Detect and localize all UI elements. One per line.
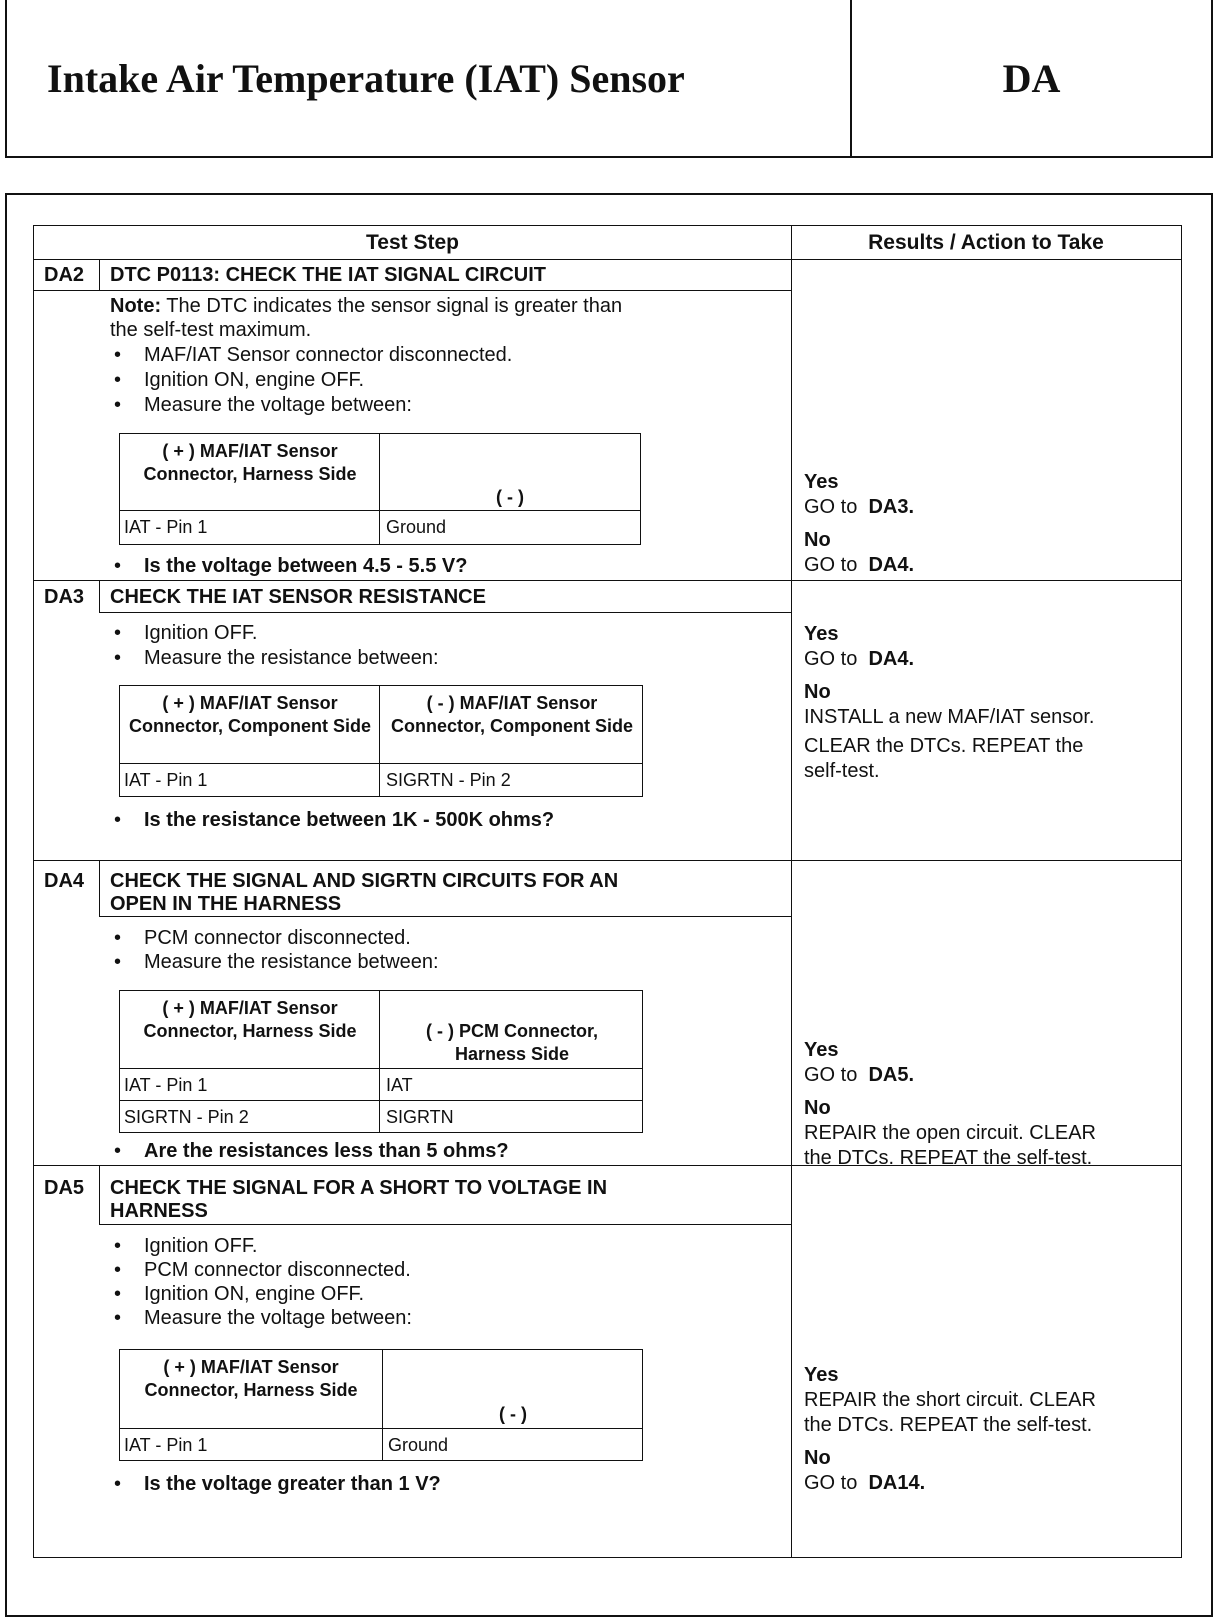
instruction-item: Ignition ON, engine OFF. <box>144 369 365 391</box>
result-text: REPAIR the open circuit. CLEAR <box>804 1122 1096 1144</box>
step-title-da5-line2: HARNESS <box>110 1200 208 1222</box>
step-title-da5-line1: CHECK THE SIGNAL FOR A SHORT TO VOLTAGE IN <box>110 1177 608 1199</box>
instruction-item: MAF/IAT Sensor connector disconnected. <box>144 344 513 366</box>
step-title-da3: CHECK THE IAT SENSOR RESISTANCE <box>110 586 486 608</box>
measurement-row-rule <box>119 1068 643 1069</box>
note-text-line1: The DTC indicates the sensor signal is greater than <box>161 295 623 317</box>
yes-label: Yes <box>804 623 839 645</box>
instruction-item: Measure the voltage between: <box>144 394 412 416</box>
result-text: self-test. <box>804 760 880 782</box>
measurement-cell: SIGRTN - Pin 2 <box>124 1107 249 1127</box>
instruction-item: Measure the resistance between: <box>144 951 439 973</box>
result-text: GO to <box>804 496 858 518</box>
step-code-da2: DA2 <box>44 264 85 286</box>
goto-link-da5[interactable]: DA5. <box>868 1064 915 1086</box>
measurement-cell: IAT - Pin 1 <box>124 517 208 537</box>
instruction-item: PCM connector disconnected. <box>144 927 411 949</box>
bullet-icon: • <box>114 1307 122 1329</box>
title-rule-da2 <box>34 290 791 291</box>
results-da3 <box>804 622 1094 784</box>
result-text: the DTCs. REPEAT the self-test. <box>804 1414 1093 1436</box>
measurement-col-divider <box>379 685 380 797</box>
column-header-results: Results / Action to Take <box>868 230 1104 254</box>
page-title: Intake Air Temperature (IAT) Sensor <box>7 0 852 156</box>
result-text: the DTCs. REPEAT the self-test. <box>804 1147 1093 1169</box>
measurement-header-positive: ( + ) MAF/IAT Sensor Connector, Component Side <box>128 693 371 736</box>
yes-label: Yes <box>804 1364 839 1386</box>
step-question-da5: Is the voltage greater than 1 V? <box>144 1473 441 1495</box>
measurement-row-rule <box>119 510 641 511</box>
bullet-icon: • <box>114 622 122 644</box>
measurement-row-rule <box>119 1100 643 1101</box>
diagnostic-table <box>33 225 1182 1558</box>
result-text: GO to <box>804 1472 858 1494</box>
code-divider-da4 <box>99 860 100 916</box>
column-header-test-step: Test Step <box>366 230 459 254</box>
measurement-header-negative: ( - ) <box>496 487 524 507</box>
measurement-cell: Ground <box>386 517 447 537</box>
result-text: INSTALL a new MAF/IAT sensor. <box>804 706 1095 728</box>
bullet-icon: • <box>114 1473 122 1495</box>
goto-link-da14[interactable]: DA14. <box>868 1472 926 1494</box>
measurement-row-rule <box>119 763 643 764</box>
instruction-item: Measure the voltage between: <box>144 1307 412 1329</box>
instruction-item: Ignition OFF. <box>144 1235 258 1257</box>
code-divider-da5 <box>99 1165 100 1224</box>
goto-link-da4[interactable]: DA4. <box>868 554 915 576</box>
measurement-col-divider <box>379 433 380 545</box>
instruction-item: Measure the resistance between: <box>144 647 439 669</box>
step-rule-da4 <box>34 860 1181 861</box>
no-label: No <box>804 1447 831 1469</box>
step-title-da4-line1: CHECK THE SIGNAL AND SIGRTN CIRCUITS FOR AN <box>110 870 619 892</box>
bullet-icon: • <box>114 1283 122 1305</box>
measurement-header-negative: ( - ) PCM Connector, Harness Side <box>426 1021 598 1064</box>
measurement-header-negative: ( - ) MAF/IAT Sensor Connector, Component Side <box>390 693 633 736</box>
bullet-icon: • <box>114 369 122 391</box>
bullet-icon: • <box>114 1140 122 1162</box>
no-label: No <box>804 681 831 703</box>
results-da4 <box>804 1038 1096 1171</box>
measurement-cell: SIGRTN - Pin 2 <box>386 770 511 790</box>
bullet-icon: • <box>114 1235 122 1257</box>
instruction-item: PCM connector disconnected. <box>144 1259 411 1281</box>
step-question-da2: Is the voltage between 4.5 - 5.5 V? <box>144 555 468 577</box>
bullet-icon: • <box>114 394 122 416</box>
section-code: DA <box>1002 55 1061 101</box>
title-rule-da5 <box>99 1224 791 1225</box>
measurement-header-positive: ( + ) MAF/IAT Sensor Connector, Harness Side <box>143 998 357 1041</box>
no-label: No <box>804 529 831 551</box>
measurement-cell: IAT - Pin 1 <box>124 1075 208 1095</box>
results-da2 <box>804 470 914 578</box>
goto-link-da4[interactable]: DA4. <box>868 648 915 670</box>
result-text: CLEAR the DTCs. REPEAT the <box>804 735 1084 757</box>
step-question-da3: Is the resistance between 1K - 500K ohms? <box>144 809 555 831</box>
note-label: Note: <box>110 295 162 317</box>
step-rule-da3 <box>34 580 1181 581</box>
code-divider-da2 <box>99 259 100 290</box>
result-text: GO to <box>804 1064 858 1086</box>
bullet-icon: • <box>114 344 122 366</box>
measurement-row-rule <box>119 1428 643 1429</box>
result-text: GO to <box>804 554 858 576</box>
step-title-da4-line2: OPEN IN THE HARNESS <box>110 893 342 915</box>
measurement-cell: IAT <box>386 1075 413 1095</box>
page-header <box>5 0 1213 158</box>
yes-label: Yes <box>804 471 839 493</box>
measurement-cell: Ground <box>388 1435 449 1455</box>
bullet-icon: • <box>114 809 122 831</box>
measurement-header-positive: ( + ) MAF/IAT Sensor Connector, Harness Side <box>144 1357 358 1400</box>
step-title-da2: DTC P0113: CHECK THE IAT SIGNAL CIRCUIT <box>110 264 546 286</box>
measurement-header-positive: ( + ) MAF/IAT Sensor Connector, Harness Side <box>143 441 357 484</box>
measurement-col-divider <box>382 1349 383 1461</box>
results-da5 <box>804 1363 1096 1496</box>
note-da2 <box>110 294 622 319</box>
no-label: No <box>804 1097 831 1119</box>
goto-link-da3[interactable]: DA3. <box>868 496 915 518</box>
code-divider-da3 <box>99 580 100 612</box>
bullet-icon: • <box>114 951 122 973</box>
bullet-icon: • <box>114 555 122 577</box>
yes-label: Yes <box>804 1039 839 1061</box>
result-text: GO to <box>804 648 858 670</box>
header-rule <box>34 259 1181 260</box>
measurement-cell: IAT - Pin 1 <box>124 770 208 790</box>
result-text: REPAIR the short circuit. CLEAR <box>804 1389 1096 1411</box>
instruction-item: Ignition ON, engine OFF. <box>144 1283 365 1305</box>
step-question-da4: Are the resistances less than 5 ohms? <box>144 1140 509 1162</box>
step-code-da4: DA4 <box>44 870 85 892</box>
measurement-col-divider <box>379 990 380 1133</box>
note-text-line2: the self-test maximum. <box>110 319 312 341</box>
column-divider <box>791 226 792 1557</box>
step-code-da3: DA3 <box>44 586 85 608</box>
instruction-item: Ignition OFF. <box>144 622 258 644</box>
bullet-icon: • <box>114 1259 122 1281</box>
step-code-da5: DA5 <box>44 1177 85 1199</box>
measurement-cell: SIGRTN <box>386 1107 454 1127</box>
bullet-icon: • <box>114 647 122 669</box>
measurement-header-negative: ( - ) <box>499 1404 527 1424</box>
measurement-cell: IAT - Pin 1 <box>124 1435 208 1455</box>
bullet-icon: • <box>114 927 122 949</box>
title-rule-da3 <box>99 612 791 613</box>
